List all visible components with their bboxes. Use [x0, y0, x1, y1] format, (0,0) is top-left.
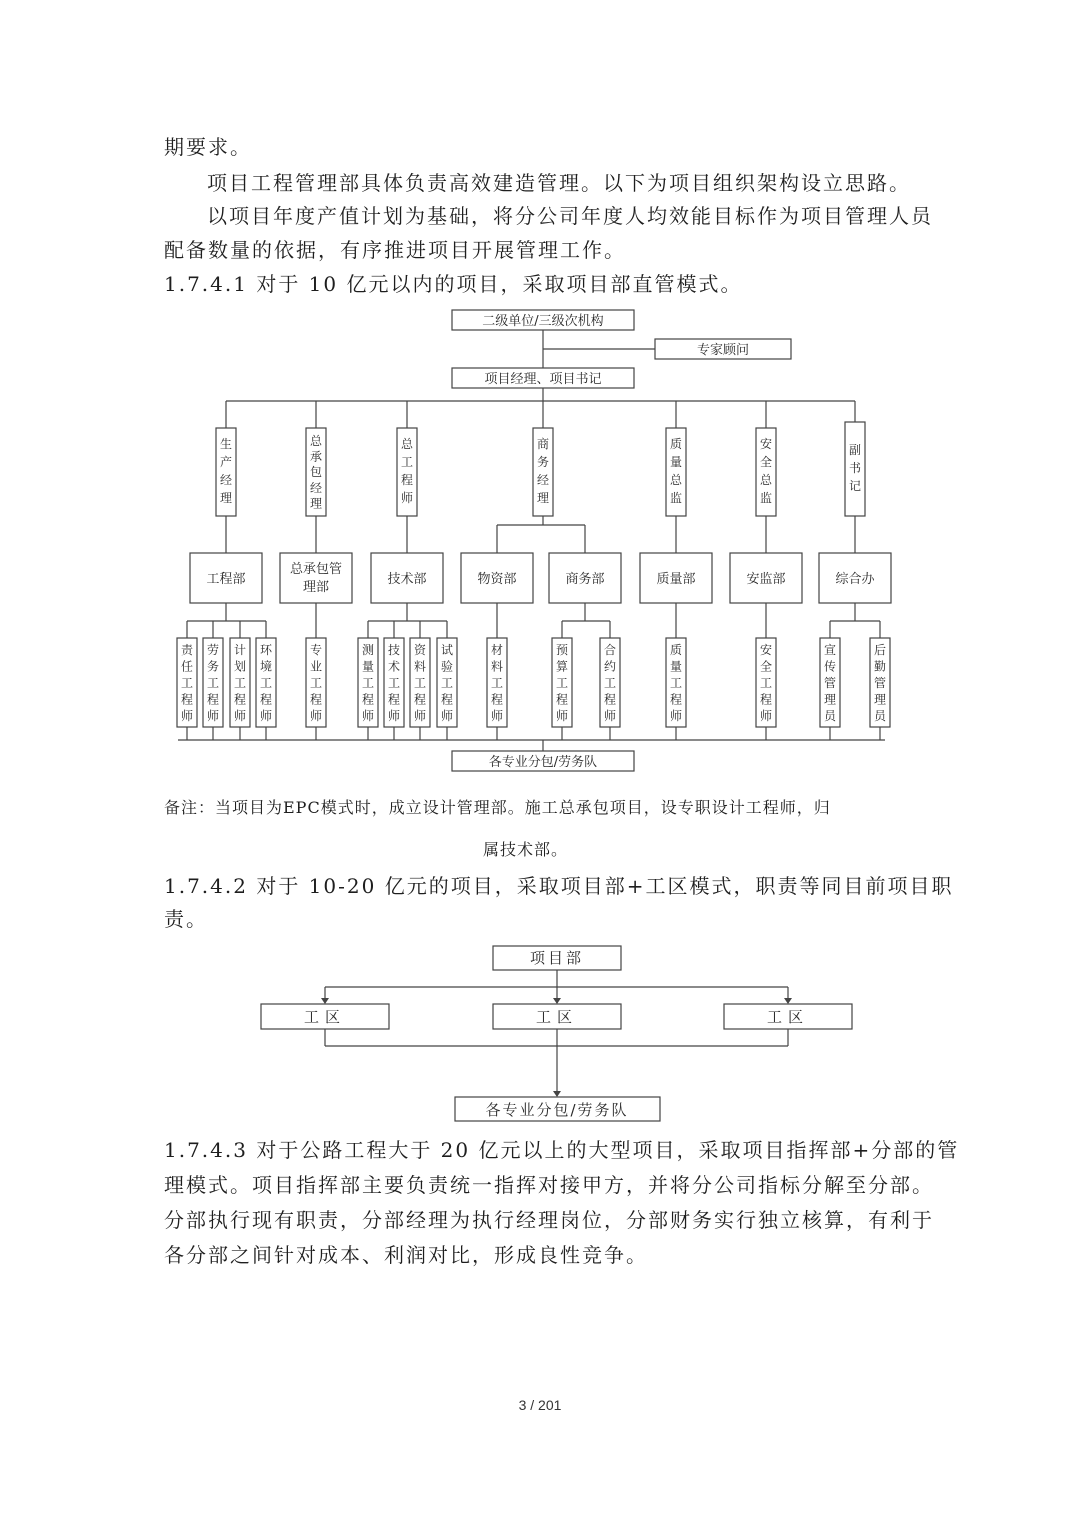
chart1-level2-label: 生产经理: [219, 437, 233, 505]
chart1-role-label: 宣传管理员: [823, 643, 837, 723]
chart1-role-label: 质量工程师: [669, 643, 683, 723]
chart1-dept-label: 理部: [302, 580, 330, 595]
chart1-dept-label: 综合办: [835, 572, 875, 587]
paragraph-line: 分部执行现有职责，分部经理为执行经理岗位，分部财务实行独立核算，有利于: [164, 1208, 934, 1232]
chart1-role-label: 专业工程师: [309, 643, 323, 723]
chart1-dept-label: 工程部: [206, 572, 246, 587]
chart2-zone-label: 工区: [303, 1008, 347, 1026]
chart1-role-label: 资料工程师: [413, 643, 427, 723]
section-heading: 1.7.4.3 对于公路工程大于 20 亿元以上的大型项目，采取项目指挥部+分部的管: [164, 1138, 960, 1162]
chart1-level2-label: 副书记: [848, 443, 862, 493]
chart2-zone-label: 工区: [535, 1008, 579, 1026]
paragraph-line: 各分部之间针对成本、利润对比，形成良性竞争。: [164, 1243, 648, 1267]
paragraph-line: 配备数量的依据，有序推进项目开展管理工作。: [164, 238, 626, 262]
chart1-dept-label: 安监部: [746, 572, 786, 587]
chart1-level2-label: 商务经理: [536, 437, 550, 505]
chart1-dept-label: 技术部: [387, 572, 427, 587]
chart1-level2-label: 总承包经理: [309, 434, 323, 511]
chart1-level2-label: 安全总监: [759, 437, 773, 505]
chart2-zone-label: 工区: [766, 1008, 810, 1026]
chart1-role-label: 后勤管理员: [873, 643, 887, 723]
paragraph-line: 期要求。: [164, 135, 252, 159]
paragraph-line: 项目工程管理部具体负责高效建造管理。以下为项目组织架构设立思路。: [207, 171, 911, 195]
chart1-role-label: 试验工程师: [440, 643, 454, 723]
paragraph-line: 责。: [164, 907, 208, 931]
chart1-dept-label: 商务部: [565, 572, 605, 587]
chart1-role-label: 技术工程师: [387, 643, 401, 723]
chart1-role-label: 材料工程师: [490, 643, 504, 723]
chart1-role-label: 计划工程师: [233, 643, 247, 723]
chart1-expert-label: 专家顾问: [696, 343, 750, 358]
chart-note-continued: 属技术部。: [483, 840, 569, 859]
paragraph-line: 理模式。项目指挥部主要负责统一指挥对接甲方，并将分公司指标分解至分部。: [164, 1173, 934, 1197]
section-heading: 1.7.4.1 对于 10 亿元以内的项目，采取项目部直管模式。: [164, 272, 743, 296]
chart1-dept-label: 物资部: [477, 572, 517, 587]
chart1-top-label: 二级单位/三级次机构: [482, 314, 604, 329]
chart1-dept-label: 质量部: [656, 572, 696, 587]
chart1-role-label: 环境工程师: [259, 643, 273, 723]
chart1-level2-label: 质量总监: [669, 437, 683, 505]
chart1-role-label: 劳务工程师: [206, 643, 220, 723]
chart1-role-label: 安全工程师: [759, 643, 773, 723]
chart2-top-label: 项目部: [529, 949, 585, 967]
chart1-role-label: 测量工程师: [361, 643, 375, 723]
chart-note: 备注：当项目为EPC模式时，成立设计管理部。施工总承包项目，设专职设计工程师，归: [164, 798, 831, 817]
chart1-role-label: 预算工程师: [555, 643, 569, 723]
chart1-manager-label: 项目经理、项目书记: [484, 372, 602, 387]
chart2-bottom-label: 各专业分包/劳务队: [485, 1101, 629, 1119]
chart1-level2-label: 总工程师: [400, 437, 414, 505]
section-heading: 1.7.4.2 对于 10-20 亿元的项目，采取项目部+工区模式，职责等同目前项目职: [164, 874, 954, 898]
page-number: 3 / 201: [518, 1397, 562, 1413]
paragraph-line: 以项目年度产值计划为基础，将分公司年度人均效能目标作为项目管理人员: [207, 204, 933, 228]
chart1-bottom-label: 各专业分包/劳务队: [488, 755, 598, 770]
chart1-role-label: 合约工程师: [603, 643, 617, 723]
chart1-role-label: 责任工程师: [180, 643, 194, 723]
chart1-dept-box: [280, 553, 352, 603]
chart1-dept-label: 总承包管: [289, 562, 343, 577]
